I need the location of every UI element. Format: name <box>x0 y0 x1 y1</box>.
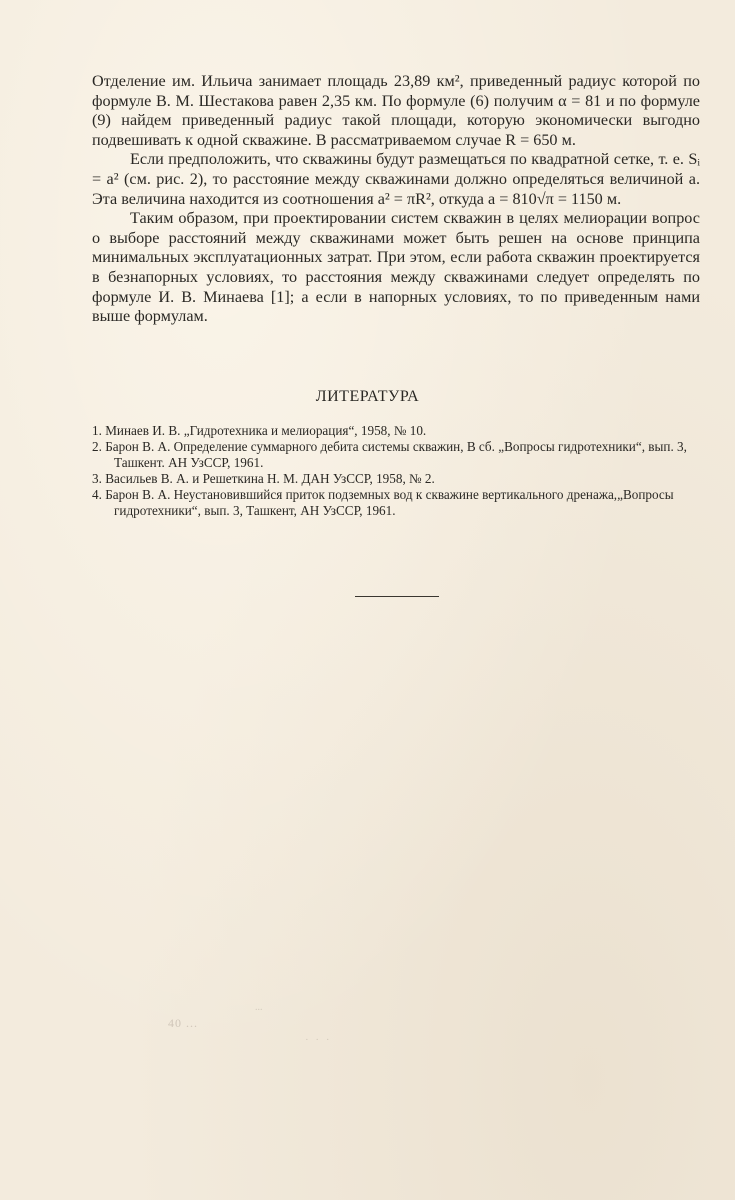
paragraph-3: Таким образом, при проектировании систем скважин в целях мелиорации вопрос о выборе расстояний между скважинами может быть решен на основе принципа минимальных эксплуатационных затрат. При этом, если работа скважин проектируется в безнапорных условиях, то расстояния между скважинами следует определять по формуле И. В. Минаева [1]; а если в напорных условиях, то по приведенным нами выше формулам. <box>92 209 700 326</box>
body-text <box>92 72 700 327</box>
paragraph-2: Если предположить, что скважины будут размещаться по квадратной сетке, т. е. Sᵢ = a² (см. рис. 2), то расстояние между скважинами должно определяться величиной a. Эта величина находится из соотношения a² = πR², откуда a = 810√π = 1150 м. <box>92 150 700 208</box>
reference-item-3: 3. Васильев В. А. и Решеткина Н. М. ДАН УзССР, 1958, № 2. <box>92 471 435 486</box>
faded-stamp-mark-2: ... <box>255 1002 263 1013</box>
reference-item-1: 1. Минаев И. В. „Гидротехника и мелиорация“, 1958, № 10. <box>92 423 427 438</box>
faded-stamp-mark-3: · · · <box>305 1034 332 1046</box>
literature-heading: ЛИТЕРАТУРА <box>315 388 420 405</box>
reference-list <box>92 423 702 519</box>
faded-stamp-mark: 40 ... <box>168 1016 198 1030</box>
reference-item-2: 2. Барон В. А. Определение суммарного дебита системы скважин, В сб. „Вопросы гидротехники“, вып. 3, Ташкент. АН УзССР, 1961. <box>92 439 687 470</box>
end-divider <box>355 596 439 597</box>
paragraph-1: Отделение им. Ильича занимает площадь 23,89 км², приведенный радиус которой по формуле В. М. Шестакова равен 2,35 км. По формуле (6) получим α = 81 и по формуле (9) найдем приведенный радиус такой площади, которую экономически выгодно подвешивать к одной скважине. В рассматриваемом случае R = 650 м. <box>92 72 700 149</box>
reference-item-4: 4. Барон В. А. Неустановившийся приток подземных вод к скважине вертикального дренажа,„Вопросы гидротехники“, вып. 3, Ташкент, АН УзССР, 1961. <box>92 487 674 518</box>
